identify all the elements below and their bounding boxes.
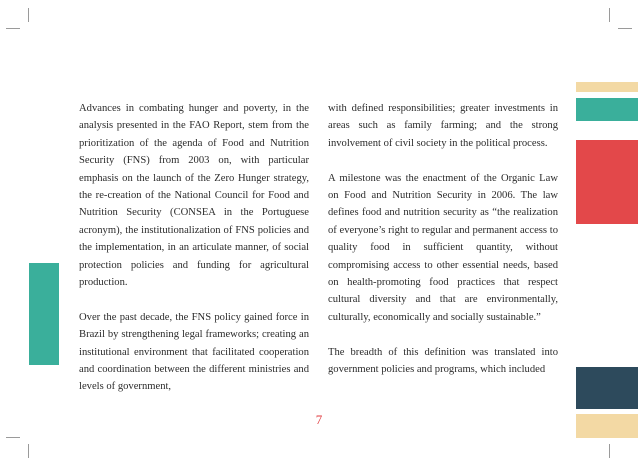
red-accent-bar-right: [576, 140, 638, 224]
teal-accent-bar-left: [29, 263, 59, 365]
sand-accent-bar-top: [576, 82, 638, 92]
paragraph: A milestone was the enactment of the Organic Law on Food and Nutrition Security in 2006. The law defines food and nutrition security as “the realization of everyone’s right to regular and permanent access to quality food in sufficient quantity, without compromising access to other essential needs, based on health-promoting food practices that respect cultural diversity and that are environmentally, culturally, economically and socially sustainable.”: [328, 172, 558, 323]
right-text-column: [328, 100, 558, 396]
page-number: 7: [315, 412, 323, 427]
left-text-column: [79, 100, 309, 413]
crop-mark: [609, 444, 610, 458]
crop-mark: [6, 437, 20, 438]
paragraph: with defined responsibilities; greater investments in areas such as family farming; and the strong involvement of civil society in the political process.: [328, 103, 558, 149]
crop-mark: [28, 444, 29, 458]
crop-mark: [28, 8, 29, 22]
navy-accent-bar-right: [576, 367, 638, 409]
crop-mark: [6, 28, 20, 29]
crop-mark: [609, 8, 610, 22]
crop-mark: [618, 28, 632, 29]
paragraph: Over the past decade, the FNS policy gained force in Brazil by strengthening legal frameworks; creating an institutional environment that facilitated cooperation and coordination between the different ministries and levels of government,: [79, 311, 309, 393]
paragraph: The breadth of this definition was translated into government policies and programs, which included: [328, 346, 558, 376]
paragraph: Advances in combating hunger and poverty, in the analysis presented in the FAO Report, stem from the prioritization of the agenda of Food and Nutrition Security (FNS) from 2003 on, with particular emphasis on the launch of the Zero Hunger strategy, the re-creation of the National Council for Food and Nutrition Security (CONSEA in the Portuguese acronym), the institutionalization of FNS policies and the implementation, in an articulate manner, of social protection policies and funding for agricultural production.: [79, 103, 309, 289]
teal-accent-bar-right: [576, 98, 638, 121]
